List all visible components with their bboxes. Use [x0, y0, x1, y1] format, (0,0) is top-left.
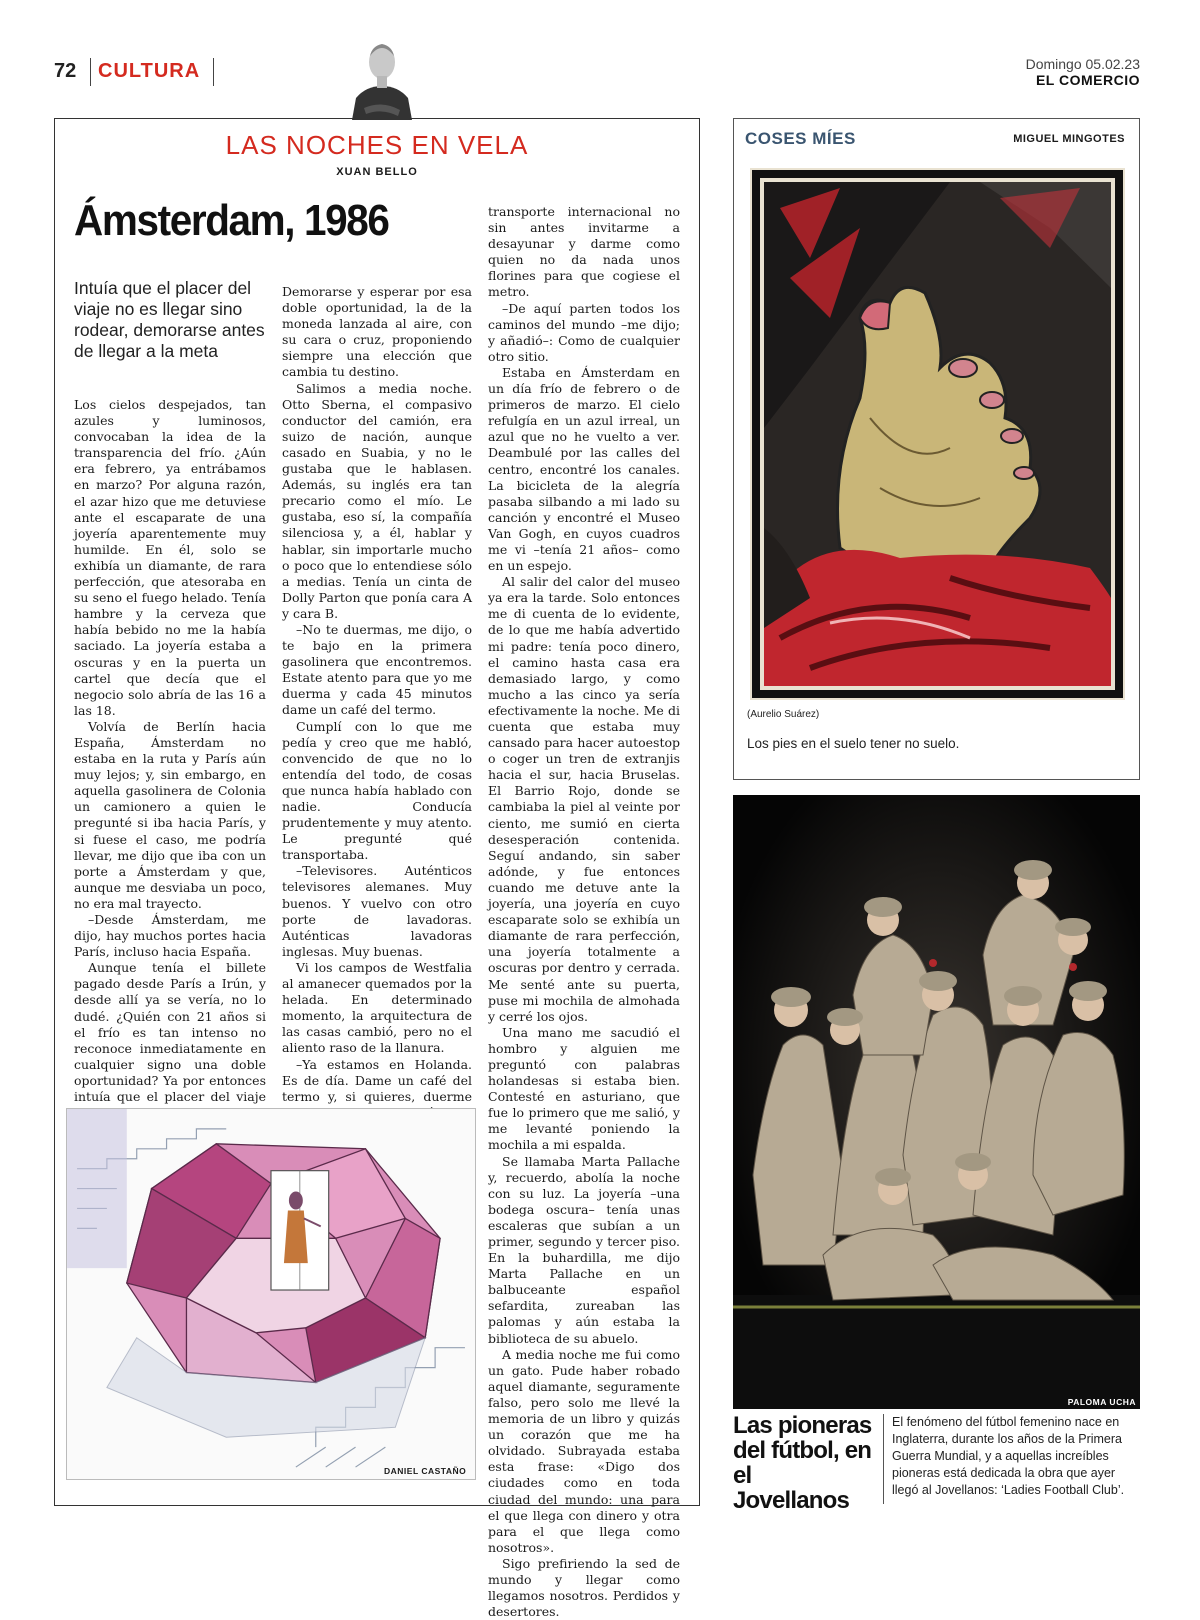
paragraph: Demorarse y esperar por esa doble oportunidad, la de la moneda lanzada al aire, con su cara o cruz, proponiendo siempre una elección que cambia tu destino.	[282, 284, 472, 380]
column-author: XUAN BELLO	[336, 166, 418, 178]
diamond-illustration	[66, 1108, 476, 1480]
paragraph: Sigo prefiriendo la sed de mundo y llegar como llegamos nosotros. Perdidos y desertores.	[488, 1555, 680, 1620]
coses-mies-title: COSES MÍES	[745, 129, 856, 148]
painting-credit: (Aurelio Suárez)	[747, 709, 820, 720]
article-column-2	[282, 284, 472, 1104]
paragraph: –Televisores. Auténticos televisores alemanes. Muy buenos. Y vuelvo con otro porte de lavadoras. Auténticas lavadoras inglesas. Muy buenas.	[282, 863, 472, 959]
paragraph: Vi los campos de Westfalia al amanecer quemados por la helada. En determinado momento, la arquitectura de las casas cambió, pero no el aliento raso de la llanura.	[282, 959, 472, 1056]
paragraph: Estaba en Ámsterdam en un día frío de febrero o de primeros de marzo. El cielo refulgía en un azul irreal, un azul que no he vuelto a ver. Deambulé por las calles del centro, encontré los canales. La bicicleta de la alegría pasaba silbando a mi lado su canción y encontré el Museo Van Gogh, en cuyos cuadros me vi –tenía 21 años– como en un espejo.	[488, 364, 680, 574]
page-number: 72	[54, 60, 77, 82]
article-headline: Ámsterdam, 1986	[74, 196, 389, 245]
issue-date: Domingo 05.02.23	[1025, 56, 1140, 72]
paragraph: Al salir del calor del museo ya era la tarde. Solo entonces me di cuenta de lo evidente, de lo que me había advertido mi padre: tenía poco dinero, el camino hasta casa era demasiado largo, y como mucho a las cinco ya sería efectivamente la noche. Me di cuenta que estaba muy cansado para hacer autoestop o coger un tren de extranjis hacia el sur, hacia Bruselas. El Barrio Rojo, donde se cambiaba la piel al veinte por ciento, me sumió en cierta desesperación contenida. Seguí andando, sin saber adónde, y fue entonces cuando me detuve ante la joyería, una joyería en cuyo escaparate solo se exhibía un diamante de rara perfección, una joyería totalmente a oscuras por dentro y cerrada. Me senté ante su puerta, puse mi mochila de almohada y cerré los ojos.	[488, 574, 680, 1024]
article-column-1	[74, 397, 266, 1105]
paragraph: Cumplí con lo que me pedía y creo que me habló, convencido de que no lo entendía del todo, de cosas que nunca había hablado con nadie. Conducía prudentemente y muy atento. Le pregunté qué transportaba.	[282, 718, 472, 863]
painting-caption: Los pies en el suelo tener no suelo.	[747, 736, 960, 751]
author-portrait	[348, 38, 416, 120]
header-divider	[90, 58, 91, 86]
paragraph: –De aquí parten todos los caminos del mundo –me dijo; y añadió–: Como de cualquier otro sitio.	[488, 300, 680, 364]
illustration-credit: DANIEL CASTAÑO	[384, 1466, 467, 1476]
newspaper-name: EL COMERCIO	[1035, 72, 1140, 88]
foot-painting	[750, 168, 1125, 700]
paragraph: Una mano me sacudió el hombro y alguien me preguntó con palabras holandesas si estaba bien. Contesté en asturiano, que fue lo primero que me salió, y me levanté poniendo la mochila a mi espalda.	[488, 1024, 680, 1153]
header-divider	[213, 58, 214, 86]
theatre-photo	[733, 795, 1140, 1409]
paragraph: Los cielos despejados, tan azules y luminosos, convocaban la idea de la transparencia del frío. ¿Aún era febrero, ya entrábamos en marzo? Por alguna razón, el azar hizo que me detuviese ante el escaparate de una joyería aparentemente muy humilde. En él, solo se exhibía un diamante, de rara perfección, que atesoraba en su seno el fuego helado. Tenía hambre y la cerveza que había bebido no me la había saciado. La joyería estaba a oscuras y en la puerta un cartel que decía que el negocio solo abría de las 16 a las 18.	[74, 397, 266, 718]
paragraph: Aunque tenía el billete pagado desde París a Irún, y desde allí ya se vería, no lo dudé. ¿Quién con 21 años si el frío es tan intenso no reconoce inmediatamente en cualquier signo una doble oportunidad? Ya por entonces intuía que el placer del viaje	[74, 960, 266, 1105]
article-subhead: Intuía que el placer del viaje no es llegar sino rodear, demorarse antes de llegar a la meta	[74, 278, 265, 361]
section-name: CULTURA	[98, 60, 201, 82]
article-column-3	[488, 204, 680, 1620]
paragraph: –Desde Ámsterdam, me dijo, hay muchos portes hacia París, incluso hacia España.	[74, 912, 266, 960]
paragraph: –No te duermas, me dijo, o te bajo en la primera gasolinera que encontremos. Estate atento para que yo me duerma y cada 45 minutos dame un café del termo.	[282, 621, 472, 718]
coses-mies-author: MIGUEL MINGOTES	[1013, 133, 1125, 145]
paragraph: A media noche me fui como un gato. Pude haber robado aquel diamante, seguramente falso, pero solo me llevé la memoria de un libro y quizás un corazón que me ha olvidado. Subrayada estaba esta frase: «Digo dos ciudades como en toda ciudad del mundo: una para el que llega con dinero y otra para el que llega como nosotros».	[488, 1346, 680, 1555]
photo-credit: PALOMA UCHA	[1067, 1397, 1136, 1407]
paragraph: –Ya estamos en Holanda. Es de día. Dame un café del termo y, si quieres, duerme	[282, 1056, 472, 1104]
paragraph: Volvía de Berlín hacia España, Ámsterdam no estaba en la ruta y París aún muy lejos; y, sin embargo, en aquella gasolinera de Colonia un camionero a quien le pregunté si iba hacia París, y si fuese el caso, me podría llevar, me dijo que iba con un porte a Ámsterdam y que, aunque me desviaba un poco, no era mal trayecto.	[74, 718, 266, 911]
paragraph: Salimos a media noche. Otto Sberna, el compasivo conductor del camión, era suizo de nación, aunque casado en Suabia, y no le gustaba que le hablasen. Además, su inglés era tan precario como el mío. Le gustaba, eso sí, la compañía silenciosa y, a él, hablar y hablar, sin importarle mucho o poco que lo entendiese sólo a medias. Tenía un cinta de Dolly Parton que ponía cara A y cara B.	[282, 380, 472, 621]
caption-divider	[883, 1414, 884, 1504]
column-title: LAS NOCHES EN VELA	[225, 130, 529, 160]
photo-caption: El fenómeno del fútbol femenino nace en Inglaterra, durante los años de la Primera Guerra Mundial, y a aquellas increíbles pioneras está dedicada la obra que ayer llegó al Jovellanos: ‘Ladies Football Club’.	[892, 1415, 1125, 1497]
paragraph: Se llamaba Marta Pallache y, recuerdo, abolía la noche con su luz. La joyería –una bodega oscura– tenía unas escaleras que subían a un primer, segundo y tercer piso. En la buhardilla, me dijo Marta Pallache en un balbuceante español sefardita, zureaban las palomas y aún estaba la biblioteca de su abuelo.	[488, 1153, 680, 1346]
photo-headline: Las pioneras del fútbol, en el Jovellanos	[733, 1412, 872, 1514]
paragraph: transporte internacional no sin antes invitarme a desayunar y darme como quien no da nada unos florines para que cogiese el metro.	[488, 204, 680, 300]
